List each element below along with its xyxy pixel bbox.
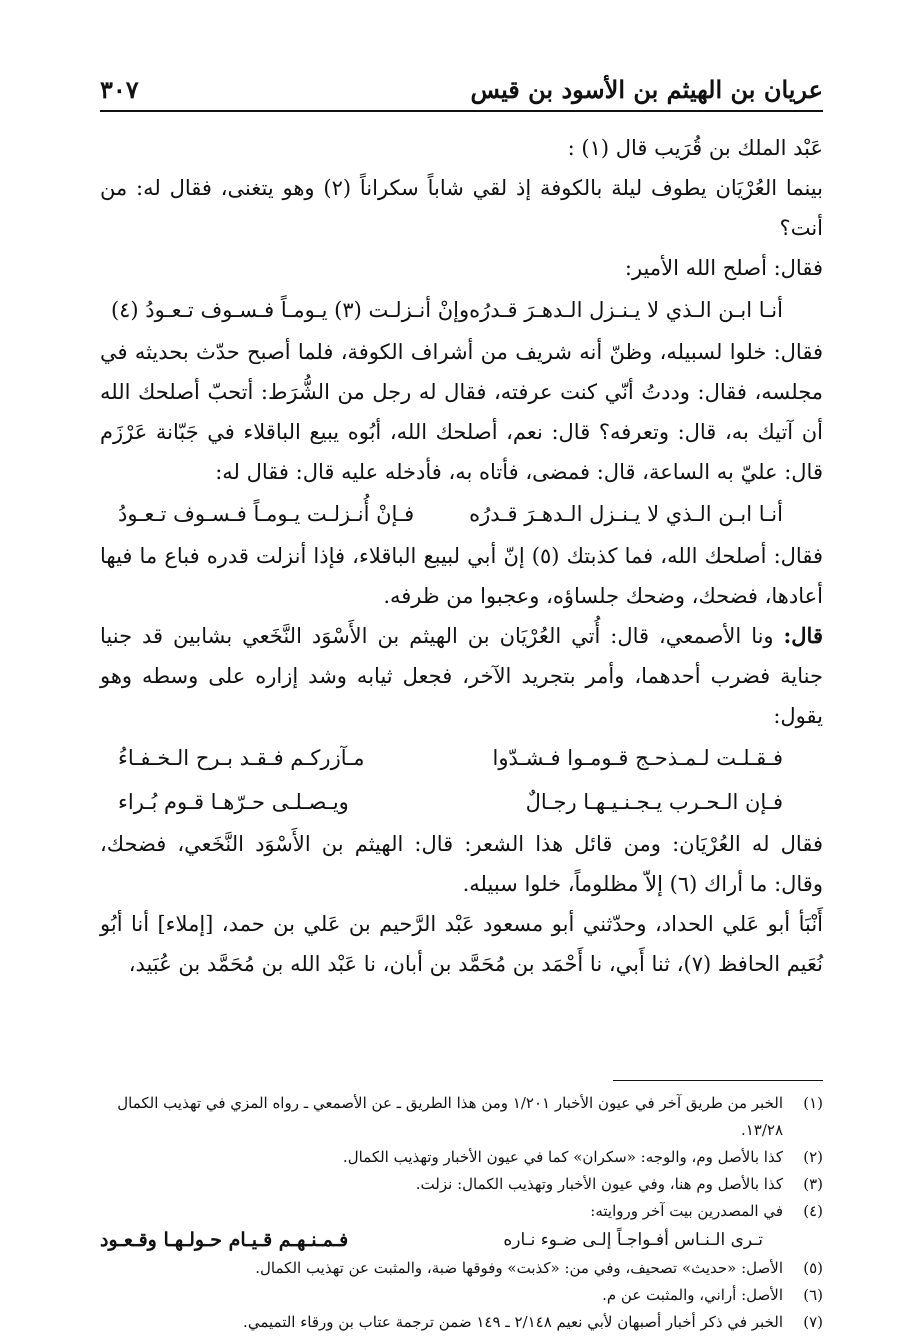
paragraph-8: أَنْبَأ أبو عَلي الحداد، وحدّثني أبو مسعود عَبْد الرَّحيم بن عَلي بن حمد، [إملاء] أنا أبُو نُعَيم الحافظ (٧)، ثنا أَبي، نا أَحْمَد بن مُحَمَّد بن أبان، نا عَبْد الله بن مُحَمَّد بن عُبَيد، bbox=[100, 912, 823, 976]
footnote-number: (٤) bbox=[803, 1202, 823, 1220]
footnote-number: (٣) bbox=[803, 1175, 823, 1193]
paragraph-3: فقال: أصلح الله الأمير: bbox=[624, 256, 823, 280]
verse-1-second-hemistich: وإنْ أنـزلـت (٣) يـومـاً فـسـوف تـعـودُ (٤) bbox=[110, 298, 470, 322]
footnote-text: كذا بالأصل وم، والوجه: «سكران» كما في عيون الأخبار وتهذيب الكمال. bbox=[342, 1148, 783, 1166]
paragraph-2: بينما العُرْيَان يطوف ليلة بالكوفة إذ لقي شاباً سكراناً (٢) وهو يتغنى، فقال له: من أنت؟ bbox=[100, 176, 823, 240]
footnote-number: (٧) bbox=[803, 1313, 823, 1331]
footnote-text: في المصدرين بيت آخر وروايته: bbox=[590, 1202, 783, 1220]
footnote-separator bbox=[613, 1080, 823, 1081]
page-number: ٣٠٧ bbox=[100, 75, 139, 104]
footnote-text: الأصل: أراني، والمثبت عن م. bbox=[602, 1286, 783, 1304]
verse-3-first-hemistich: فـقـلـت لـمـذحـج قـومـوا فـشـدّوا bbox=[492, 746, 783, 770]
footnote-number: (١) bbox=[803, 1094, 823, 1112]
paragraph-7: فقال له العُرْيَان: ومن قائل هذا الشعر: قال: الهيثم بن الأَسْوَد النَّخَعي، فضحك، وقال: ما أراك (٦) إلاّ مظلوماً، خلوا سبيله. bbox=[100, 832, 823, 896]
verse-4-second-hemistich: ويـصـلـى حـرّهـا قـوم بُـراء bbox=[118, 790, 349, 814]
footnote-verse bbox=[100, 1225, 823, 1255]
footnote-verse-second-hemistich: فـمـنـهـم قـيـام حـولـهـا وقـعـود bbox=[100, 1229, 349, 1251]
footnote-number: (٥) bbox=[803, 1259, 823, 1277]
verse-2 bbox=[100, 492, 823, 536]
footnote-text: الخبر في ذكر أخبار أصبهان لأبي نعيم ٢/١٤٨ ـ ١٤٩ ضمن ترجمة عتاب بن ورقاء التميمي. bbox=[243, 1313, 783, 1331]
footnote-text: كذا بالأصل وم هنا، وفي عيون الأخبار وتهذيب الكمال: نزلت. bbox=[415, 1175, 783, 1193]
footnote-text: الخبر من طريق آخر في عيون الأخبار ١/٢٠١ ومن هذا الطريق ـ عن الأصمعي ـ رواه المزي في تهذيب الكمال ١٣/٢٨. bbox=[117, 1094, 783, 1139]
footnote-7 bbox=[100, 1309, 823, 1336]
paragraph-6 bbox=[100, 616, 823, 736]
footnotes bbox=[100, 1090, 823, 1336]
footnote-verse-first-hemistich: تـرى الـنـاس أفـواجـاً إلـى ضـوء نـاره bbox=[503, 1230, 763, 1250]
verse-2-second-hemistich: فـإنْ أُنـزلـت يـومـاً فـسـوف تـعـودُ bbox=[118, 502, 415, 526]
verse-1 bbox=[100, 288, 823, 332]
verse-1-first-hemistich: أنـا ابـن الـذي لا يـنـزل الـدهـرَ قـدرُه bbox=[469, 298, 783, 322]
verse-2-first-hemistich: أنـا ابـن الـذي لا يـنـزل الـدهـرَ قـدرُه bbox=[469, 502, 783, 526]
chapter-title: عريان بن الهيثم بن الأسود بن قيس bbox=[470, 75, 823, 104]
footnote-3 bbox=[100, 1171, 823, 1198]
main-text bbox=[100, 128, 823, 984]
footnote-number: (٢) bbox=[803, 1148, 823, 1166]
paragraph-6-text: ونا الأصمعي، قال: أُتي العُرْيَان بن الهيثم بن الأَسْوَد النَّخَعي بشابين قد جنيا جناية فضرب أحدهما، وأمر بتجريد الآخر، فجعل ثيابه وشد إزاره على وسطه وهو يقول: bbox=[100, 624, 823, 728]
running-header bbox=[100, 64, 823, 112]
footnote-2 bbox=[100, 1144, 823, 1171]
paragraph-1: عَبْد الملك بن قُرَيب قال (١) : bbox=[567, 136, 823, 160]
verse-3 bbox=[100, 736, 823, 780]
paragraph-6-lead: قال: bbox=[783, 623, 823, 648]
footnote-1 bbox=[100, 1090, 823, 1144]
footnote-6 bbox=[100, 1282, 823, 1309]
verse-4-first-hemistich: فـإن الـحـرب يـجـنـيـهـا رجـالٌ bbox=[525, 790, 783, 814]
footnote-number: (٦) bbox=[803, 1286, 823, 1304]
footnote-4 bbox=[100, 1198, 823, 1225]
paragraph-5: فقال: أصلحك الله، فما كذبتك (٥) إنّ أبي لبيبع الباقلاء، فإذا أنزلت قدره فباع ما فيها أعادها، فضحك، وضحك جلساؤه، وعجبوا من ظرفه. bbox=[100, 544, 823, 608]
footnote-5 bbox=[100, 1255, 823, 1282]
verse-4 bbox=[100, 780, 823, 824]
verse-3-second-hemistich: مـآزركـم فـقـد بـرح الـخـفـاءُ bbox=[118, 746, 365, 770]
paragraph-4: فقال: خلوا لسبيله، وظنّ أنه شريف من أشراف الكوفة، فلما أصبح حدّث بحديثه في مجلسه، فقال: وددتُ أنّي كنت عرفته، فقال له رجل من الشُّرَط: أتحبّ أصلحك الله أن آتيك به، قال: وتعرفه؟ قال: نعم، أصلحك الله، أبُوه يبيع الباقلاء في جَبّانة عَرْزَم قال: عليّ به الساعة، قال: فمضى، فأتاه به، فأدخله عليه قال: فقال له: bbox=[100, 340, 823, 484]
footnote-text: الأصل: «حديث» تصحيف، وفي من: «كذبت» وفوقها ضبة، والمثبت عن تهذيب الكمال. bbox=[255, 1259, 783, 1277]
